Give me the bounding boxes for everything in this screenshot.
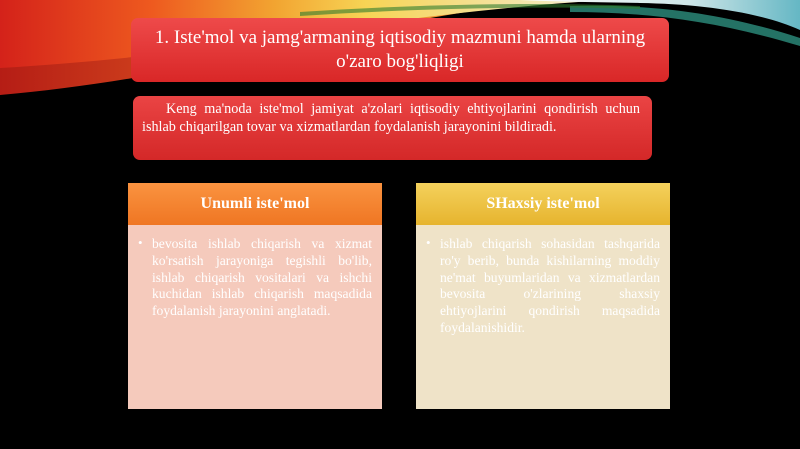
personal-consumption-card: [416, 183, 670, 409]
definition-box: [133, 96, 652, 160]
productive-consumption-heading: Unumli iste'mol: [128, 183, 382, 225]
productive-consumption-text: bevosita ishlab chiqarish va xizmat ko'rsatish jarayoniga tegishli bo'lib, ishlab chiqarish vositalari va ishchi kuchidan ishlab chiqarish maqsadida foydalanish jarayonini anglatadi.: [152, 236, 372, 319]
slide-title: [131, 18, 669, 82]
bullet-icon: •: [138, 235, 143, 250]
personal-consumption-body: [416, 225, 670, 409]
personal-consumption-heading: SHaxsiy iste'mol: [416, 183, 670, 225]
productive-consumption-body: [128, 225, 382, 409]
slide-title-text: 1. Iste'mol va jamg'armaning iqtisodiy mazmuni hamda ularning o'zaro bog'liqligi: [154, 27, 646, 72]
productive-consumption-card: [128, 183, 382, 409]
personal-consumption-text: ishlab chiqarish sohasidan tashqarida ro'y berib, bunda kishilarning moddiy ne'mat buyumlaridan va xizmatlardan bevosita o'zlarining shaxsiy ehtiyojlarini qondirish maqsadida foydalanishidir.: [440, 236, 660, 335]
definition-text: Keng ma'noda iste'mol jamiyat a'zolari iqtisodiy ehtiyojlarini qondirish uchun ishlab chiqarilgan tovar va xizmatlardan foydalanish jarayonini bildiradi.: [142, 101, 640, 135]
bullet-icon: •: [426, 235, 431, 250]
